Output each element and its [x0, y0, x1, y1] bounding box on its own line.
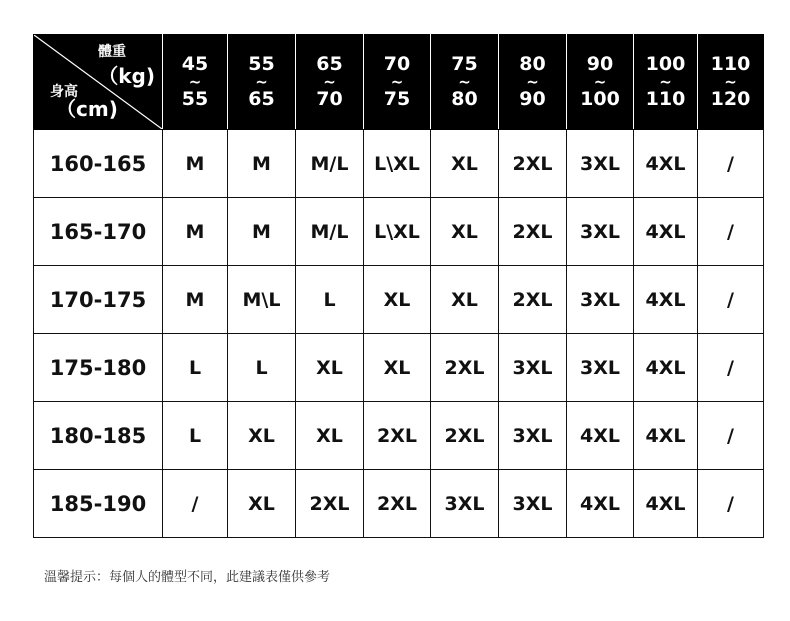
weight-range-header: 90 ~ 100: [567, 35, 634, 130]
size-cell: M: [228, 198, 296, 266]
size-cell: /: [698, 266, 764, 334]
size-cell: M\L: [228, 266, 296, 334]
size-cell: 2XL: [499, 198, 567, 266]
size-cell: M: [163, 130, 228, 198]
size-cell: 3XL: [499, 470, 567, 538]
table-row: [34, 266, 764, 334]
size-cell: M: [163, 198, 228, 266]
size-cell: L: [163, 334, 228, 402]
size-cell: XL: [431, 266, 499, 334]
size-cell: 4XL: [634, 470, 698, 538]
table-row: [34, 130, 764, 198]
size-cell: 2XL: [431, 334, 499, 402]
size-cell: 4XL: [634, 334, 698, 402]
size-cell: 3XL: [499, 334, 567, 402]
size-cell: 2XL: [499, 266, 567, 334]
height-range-cell: 160-165: [34, 130, 163, 198]
weight-label: 體重: [98, 44, 126, 60]
size-cell: XL: [364, 334, 431, 402]
size-cell: 2XL: [499, 130, 567, 198]
corner-cell: [34, 35, 163, 130]
height-range-cell: 170-175: [34, 266, 163, 334]
weight-range-header: 110 ~ 120: [698, 35, 764, 130]
size-cell: L\XL: [364, 198, 431, 266]
table-row: [34, 470, 764, 538]
size-cell: 4XL: [634, 130, 698, 198]
header-row: [34, 35, 764, 130]
weight-range-header: 80 ~ 90: [499, 35, 567, 130]
table-row: [34, 402, 764, 470]
size-cell: L\XL: [364, 130, 431, 198]
size-cell: 2XL: [431, 402, 499, 470]
size-cell: 4XL: [634, 198, 698, 266]
height-range-cell: 185-190: [34, 470, 163, 538]
size-cell: 4XL: [634, 402, 698, 470]
height-unit: （cm): [56, 97, 118, 121]
size-cell: M/L: [296, 198, 364, 266]
size-cell: M: [163, 266, 228, 334]
weight-range-header: 55 ~ 65: [228, 35, 296, 130]
size-cell: 3XL: [567, 130, 634, 198]
size-cell: /: [698, 334, 764, 402]
size-cell: /: [698, 198, 764, 266]
size-cell: XL: [296, 402, 364, 470]
table-row: [34, 198, 764, 266]
size-cell: /: [698, 470, 764, 538]
size-cell: 3XL: [567, 198, 634, 266]
size-cell: M/L: [296, 130, 364, 198]
size-cell: 4XL: [567, 402, 634, 470]
size-cell: L: [163, 402, 228, 470]
size-cell: XL: [431, 198, 499, 266]
size-cell: 4XL: [634, 266, 698, 334]
size-cell: XL: [364, 266, 431, 334]
weight-range-header: 100 ~ 110: [634, 35, 698, 130]
weight-unit: （kg): [98, 64, 155, 88]
weight-range-header: 70 ~ 75: [364, 35, 431, 130]
height-range-cell: 175-180: [34, 334, 163, 402]
height-range-cell: 180-185: [34, 402, 163, 470]
size-cell: 2XL: [364, 470, 431, 538]
weight-range-header: 65 ~ 70: [296, 35, 364, 130]
size-cell: 3XL: [567, 266, 634, 334]
weight-range-header: 75 ~ 80: [431, 35, 499, 130]
weight-range-header: 45 ~ 55: [163, 35, 228, 130]
size-cell: 2XL: [364, 402, 431, 470]
size-cell: 3XL: [499, 402, 567, 470]
table-row: [34, 334, 764, 402]
size-cell: XL: [228, 402, 296, 470]
size-cell: 3XL: [431, 470, 499, 538]
size-cell: /: [698, 402, 764, 470]
footnote-text: 溫馨提示：每個人的體型不同，此建議表僅供參考: [44, 570, 331, 585]
size-cell: 4XL: [567, 470, 634, 538]
size-cell: XL: [228, 470, 296, 538]
size-cell: L: [296, 266, 364, 334]
size-cell: /: [698, 130, 764, 198]
size-cell: L: [228, 334, 296, 402]
size-cell: M: [228, 130, 296, 198]
size-chart-table: [33, 34, 764, 538]
size-cell: XL: [296, 334, 364, 402]
size-cell: 3XL: [567, 334, 634, 402]
height-label: 身高: [50, 84, 78, 100]
size-cell: /: [163, 470, 228, 538]
size-cell: 2XL: [296, 470, 364, 538]
size-cell: XL: [431, 130, 499, 198]
height-range-cell: 165-170: [34, 198, 163, 266]
